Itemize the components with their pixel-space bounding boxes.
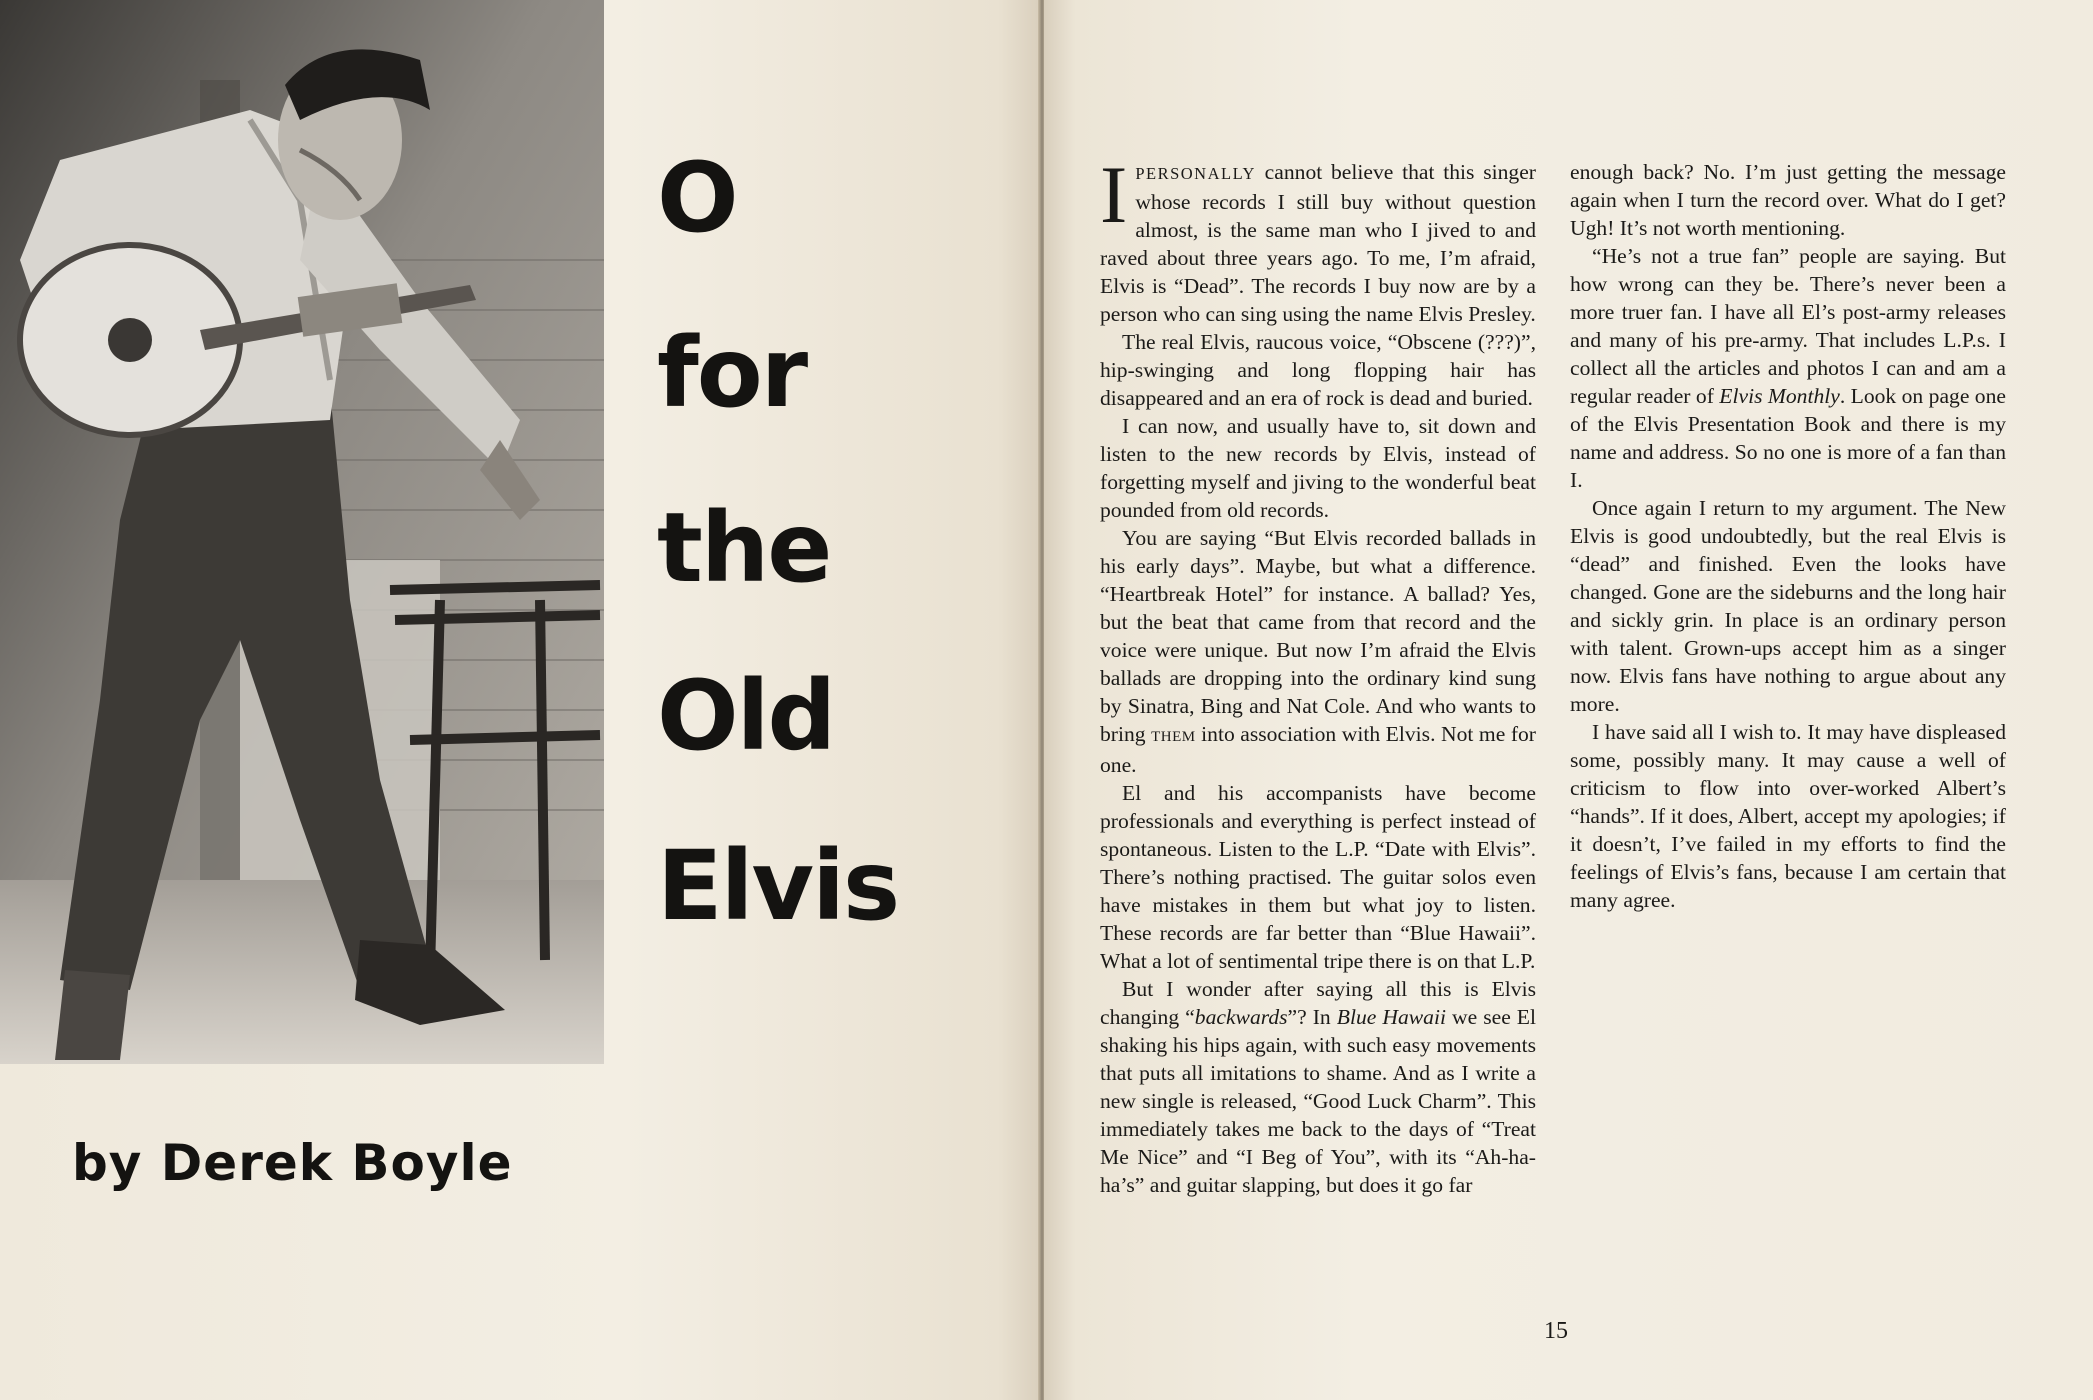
title-word-the: the — [657, 492, 831, 604]
paragraph-text: we see El shaking his hips again, with such easy movements that puts all imitations to shame. And as I write a new single is released, “Good Luck Charm”. This immediately takes me back to the days of “Treat Me Nice” and “I Beg of You”, with its “Ah-ha-ha’s” and guitar slapping, but does it go far — [1100, 1005, 1536, 1197]
paragraph-text: cannot believe that this singer whose records I still buy without question almost, is the same man who I jived to and raved about three years ago. To me, I’m afraid, Elvis is “Dead”. The records I buy now are by a person who can sing using the name Elvis Presley. — [1100, 160, 1536, 326]
article-paragraph-9: I have said all I wish to. It may have displeased some, possibly many. It may cause a well of criticism to flow into over-worked Albert’s “hands”. If it does, Albert, accept my apologies; if it doesn’t, I’ve failed in my efforts to find the feelings of Elvis’s fans, because I am certain that many agree. — [1570, 720, 2006, 912]
title-word-old: Old — [657, 660, 835, 772]
paragraph-text: “He’s not a true fan” people are saying. But how wrong can they be. There’s never been a more truer fan. I have all El’s post-army releases and many of his pre-army. That includes L.P.s. I collect all the articles and photos I can and am a regular reader of — [1570, 244, 2006, 408]
photo-illustration — [0, 0, 604, 1064]
page-number: 15 — [1544, 1318, 1568, 1344]
italic-title: Elvis Monthly — [1719, 384, 1840, 408]
italic-word: backwards — [1194, 1005, 1288, 1029]
title-word-elvis: Elvis — [657, 830, 899, 942]
article-paragraph-4 — [1100, 524, 1536, 779]
article-paragraph-2: The real Elvis, raucous voice, “Obscene (???)”, hip-swinging and long flopping hair has disappeared and an era of rock is dead and buried. — [1100, 330, 1536, 410]
title-word-o: O — [657, 142, 737, 254]
article-paragraph-7 — [1570, 242, 2006, 494]
article-paragraph-6 — [1100, 975, 1536, 1199]
article-column-1 — [1100, 149, 1536, 1199]
drop-cap: I — [1100, 149, 1128, 240]
paragraph-text: ”? In — [1287, 1005, 1337, 1029]
lead-in-smallcaps: PERSONALLY — [1135, 164, 1256, 183]
photo-elvis-with-guitar — [0, 0, 604, 1064]
italic-title: Blue Hawaii — [1336, 1005, 1446, 1029]
small-caps-word: THEM — [1151, 729, 1196, 745]
left-page — [0, 0, 1040, 1400]
article-paragraph-8: Once again I return to my argument. The New Elvis is good undoubtedly, but the real Elvis is “dead” and finished. Even the looks have changed. Gone are the sideburns and the long hair and sickly grin. In place is an ordinary person with talent. Grown-ups accept him as a singer now. Elvis fans have nothing to argue about any more. — [1570, 496, 2006, 716]
article-paragraph-1 — [1100, 149, 1536, 328]
byline: by Derek Boyle — [72, 1134, 513, 1192]
paragraph-text: But I wonder after saying all this is Elvis changing “ — [1100, 977, 1536, 1029]
article-paragraph-6-continued: enough back? No. I’m just getting the message again when I turn the record over. What do I get? Ugh! It’s not worth mentioning. — [1570, 160, 2006, 240]
article-paragraph-5: El and his accompanists have become professionals and everything is perfect instead of spontaneous. Listen to the L.P. “Date with Elvis”. There’s nothing practised. The guitar solos even have mistakes in them but what joy to listen. These records are far better than “Blue Hawaii”. What a lot of sentimental tripe there is on that L.P. — [1100, 781, 1536, 973]
article-paragraph-3: I can now, and usually have to, sit down and listen to the new records by Elvis, instead of forgetting myself and jiving to the wonderful beat pounded from old records. — [1100, 414, 1536, 522]
paragraph-text: into association with Elvis. Not me for one. — [1100, 722, 1536, 777]
paragraph-text: You are saying “But Elvis recorded ballads in his early days”. Maybe, but what a difference. “Heartbreak Hotel” for instance. A ballad? Yes, but the beat that came from that record and the voice were unique. But now I’m afraid the Elvis ballads are dropping into the ordinary kind sung by Sinatra, Bing and Nat Cole. And who wants to bring — [1100, 526, 1536, 746]
article-column-2 — [1570, 158, 2006, 914]
title-word-for: for — [657, 317, 807, 429]
paragraph-text: . Look on page one of the Elvis Presentation Book and there is my name and address. So no one is more of a fan than I. — [1570, 384, 2006, 492]
